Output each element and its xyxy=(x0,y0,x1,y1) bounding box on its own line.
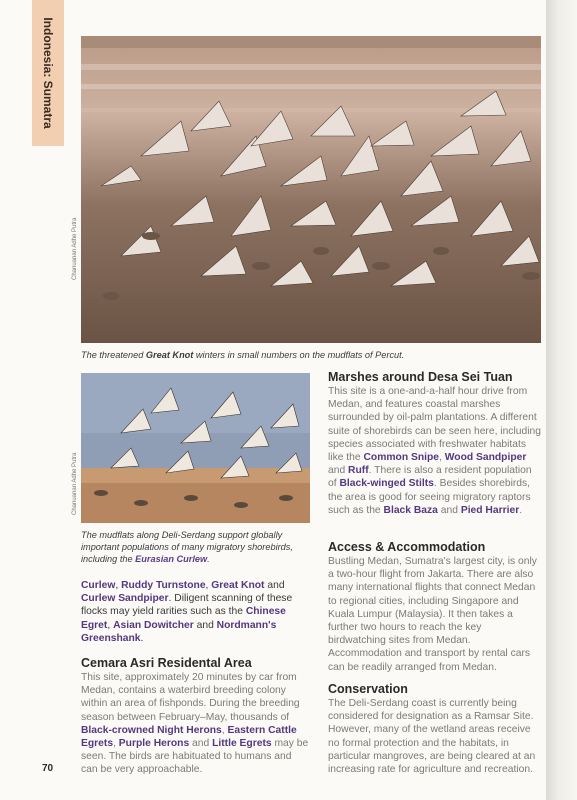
deli-serdang-mudflats-photo xyxy=(81,373,310,523)
species-name: Chinese Egret xyxy=(81,606,286,631)
page-number: 70 xyxy=(42,763,54,774)
body-text: This site, approximately 20 minutes by car from Medan, contains a waterbird breeding colony within an area of fishponds. During the breeding season between February–May, thousands of xyxy=(81,672,300,723)
body-text: and xyxy=(328,465,349,477)
species-name: Little Egrets xyxy=(212,738,272,750)
species-name: Common Snipe xyxy=(363,452,440,464)
conservation-body: The Deli-Serdang coast is currently being considered for designation as a Ramsar Site. However, many of the wetland areas receive no formal protection and the habitats, in particular mangroves, are being cleared at an increasing rate for agriculture and recreation. xyxy=(328,698,536,776)
body-text: . There is also a resident population of xyxy=(328,465,532,490)
species-name: Ruddy Turnstone xyxy=(121,580,206,591)
conservation-heading: Conservation xyxy=(328,682,408,696)
body-text: , xyxy=(205,580,212,591)
species-name: Purple Herons xyxy=(118,738,190,750)
species-name: Great Knot xyxy=(211,580,265,591)
body-text: and xyxy=(264,580,285,591)
body-text: This site is a one-and-a-half hour drive from Medan, and features coastal marshes surrounded by oil-palm plantations. A different suite of shorebirds can be seen here, including species associated with freshwater habitats like the xyxy=(328,386,541,464)
left-column-continued-text xyxy=(81,579,310,645)
next-page-edge xyxy=(546,0,577,800)
access-body: Bustling Medan, Sumatra's largest city, is only a two-hour flight from Jakarta. There are also many international flights that connect Medan to regional cities, including Singapore and Kuala Lumpur (Malaysia). It then takes a further two hours to reach the key birdwatching sites from Medan. Accommodation and transport by rental cars can be readily arranged from Medan. xyxy=(328,556,537,673)
species-name: Black-crowned Night Herons xyxy=(81,724,222,736)
body-text: , xyxy=(439,452,445,464)
species-name: Eastern Cattle Egrets xyxy=(81,724,297,750)
body-text: and xyxy=(193,619,217,631)
species-name: Asian Dowitcher xyxy=(113,619,194,631)
body-text: and xyxy=(437,504,461,516)
top-photo-credit: Chanuanan Adhe Putra xyxy=(72,217,78,280)
body-text: , xyxy=(113,738,119,750)
cemara-heading: Cemara Asri Residental Area xyxy=(81,656,252,670)
caption-species: Great Knot xyxy=(145,350,194,360)
caption-text: . xyxy=(207,554,210,564)
great-knot-flock-photo xyxy=(81,36,541,343)
body-text: . xyxy=(519,504,523,516)
species-name: Ruff xyxy=(348,465,369,477)
species-name: Curlew Sandpiper xyxy=(81,593,169,605)
caption-text: The mudflats along Deli-Serdang support globally important populations of many migratory shorebirds, including the xyxy=(81,530,293,564)
marshes-heading: Marshes around Desa Sei Tuan xyxy=(328,370,513,384)
access-heading: Access & Accommodation xyxy=(328,540,486,554)
species-name: Wood Sandpiper xyxy=(444,452,527,464)
caption-text: The threatened xyxy=(81,350,146,360)
species-name: Pied Harrier xyxy=(460,504,520,516)
species-name: Black-winged Stilts xyxy=(339,478,434,490)
species-name: Black Baza xyxy=(383,504,438,516)
marshes-body xyxy=(328,385,542,517)
body-text: , xyxy=(107,619,114,631)
body-text: . Diligent scanning of these flocks may yield rarities such as the xyxy=(81,593,293,618)
body-text: , xyxy=(115,580,122,591)
body-text: , xyxy=(221,724,228,736)
body-text: . xyxy=(140,632,144,644)
cemara-body xyxy=(81,671,310,777)
body-text: and xyxy=(189,738,213,750)
bottom-photo-caption xyxy=(81,529,313,565)
chapter-tab-label: Indonesia: Sumatra xyxy=(41,17,55,129)
bottom-photo-credit: Chanuanan Adhe Putra xyxy=(72,452,78,515)
body-text: . Besides shorebirds, the area is good for seeing migratory raptors such as the xyxy=(328,478,531,516)
body-text: may be seen. The birds are habituated to humans and can be very approachable. xyxy=(81,738,309,776)
caption-species: Eurasian Curlew xyxy=(135,554,208,564)
great-knot-flock-image xyxy=(81,36,541,343)
caption-text: winters in small numbers on the mudflats of Percut. xyxy=(193,350,405,360)
species-name: Curlew xyxy=(81,580,116,591)
species-name: Nordmann's Greenshank xyxy=(81,619,277,644)
mudflats-shorebirds-image xyxy=(81,373,310,523)
top-photo-caption xyxy=(81,349,541,361)
